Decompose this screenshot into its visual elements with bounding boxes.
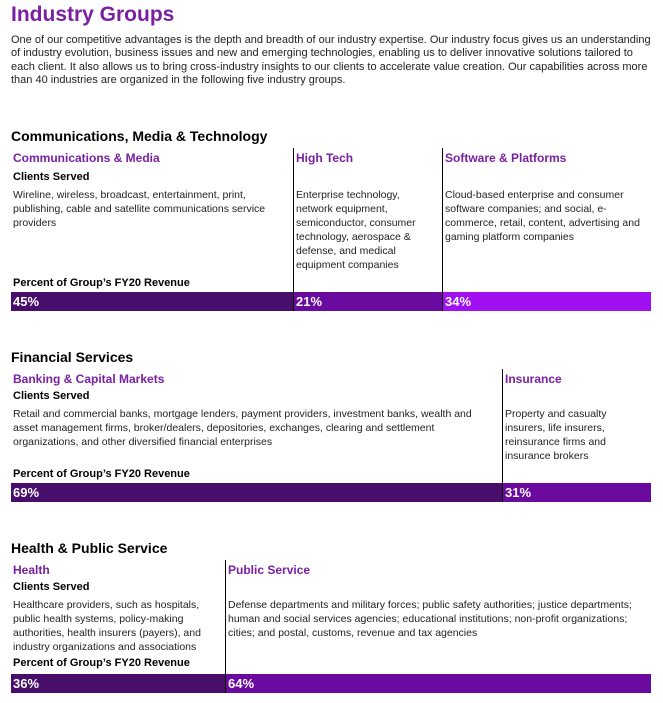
- industry-health: [11, 560, 225, 693]
- industry-name: Public Service: [228, 563, 311, 577]
- industry-name: Health: [13, 563, 50, 577]
- industry-name: Banking & Capital Markets: [13, 372, 165, 386]
- clients-served-label: Clients Served: [13, 390, 90, 402]
- industry-banking-capital-markets: [11, 369, 502, 502]
- industry-name: Insurance: [505, 372, 562, 386]
- percent-bar: 64%: [226, 674, 651, 693]
- percent-bar: 36%: [11, 674, 225, 693]
- industry-name: High Tech: [296, 151, 354, 165]
- clients-description: Enterprise technology, network equipment, semiconductor, consumer technology, aerospace & defense, and medical equipment companies: [296, 189, 416, 271]
- intro-paragraph: One of our competitive advantages is the depth and breadth of our industry expertise. Our industry focus gives us an understanding of industry evolution, business issues and new and emerging technologies, enabling us to deliver innovative solutions tailored to each client. It also allows us to bring cross-industry insights to our clients to accelerate value creation. Our capabilities across more than 40 industries are organized in the following five industry groups.: [11, 34, 651, 86]
- industry-table: [11, 369, 651, 502]
- group-title: Financial Services: [11, 349, 134, 365]
- industry-communications-media: [11, 148, 293, 311]
- group-title: Communications, Media & Technology: [11, 128, 268, 144]
- page-title: Industry Groups: [11, 3, 175, 26]
- clients-served-label: Clients Served: [13, 581, 90, 593]
- percent-label: Percent of Group’s FY20 Revenue: [13, 277, 190, 289]
- industry-table: [11, 560, 651, 693]
- clients-description: Retail and commercial banks, mortgage lenders, payment providers, investment banks, wealth and asset management firms, broker/dealers, depositories, exchanges, clearing and settlement organizations, and other diversified financial enterprises: [13, 408, 472, 448]
- clients-description: Property and casualty insurers, life insurers, reinsurance firms and insurance brokers: [505, 408, 607, 462]
- clients-served-label: Clients Served: [13, 171, 90, 183]
- percent-bar: 34%: [443, 292, 651, 311]
- percent-label: Percent of Group’s FY20 Revenue: [13, 468, 190, 480]
- clients-description: Wireline, wireless, broadcast, entertainment, print, publishing, cable and satellite communications service providers: [13, 189, 266, 229]
- industry-software-platforms: [442, 148, 651, 311]
- percent-label: Percent of Group’s FY20 Revenue: [13, 657, 190, 669]
- industry-high-tech: [293, 148, 442, 311]
- percent-bar: 31%: [503, 483, 651, 502]
- industry-table: [11, 148, 651, 311]
- percent-bar: 45%: [11, 292, 293, 311]
- industry-name: Software & Platforms: [445, 151, 567, 165]
- percent-bar: 21%: [294, 292, 442, 311]
- clients-description: Healthcare providers, such as hospitals, public health systems, policy-making authorities, health insurers (payers), and industry organizations and associations: [13, 599, 201, 653]
- percent-bar: 69%: [11, 483, 502, 502]
- clients-description: Defense departments and military forces; public safety authorities; justice departments; human and social services agencies; educational institutions; non-profit organizations; cities; and postal, customs, revenue and tax agencies: [228, 599, 632, 639]
- industry-insurance: [502, 369, 651, 502]
- group-title: Health & Public Service: [11, 540, 168, 556]
- clients-description: Cloud-based enterprise and consumer software companies; and social, e-commerce, retail, content, advertising and gaming platform companies: [445, 189, 640, 243]
- industry-public-service: [225, 560, 651, 693]
- industry-name: Communications & Media: [13, 151, 160, 165]
